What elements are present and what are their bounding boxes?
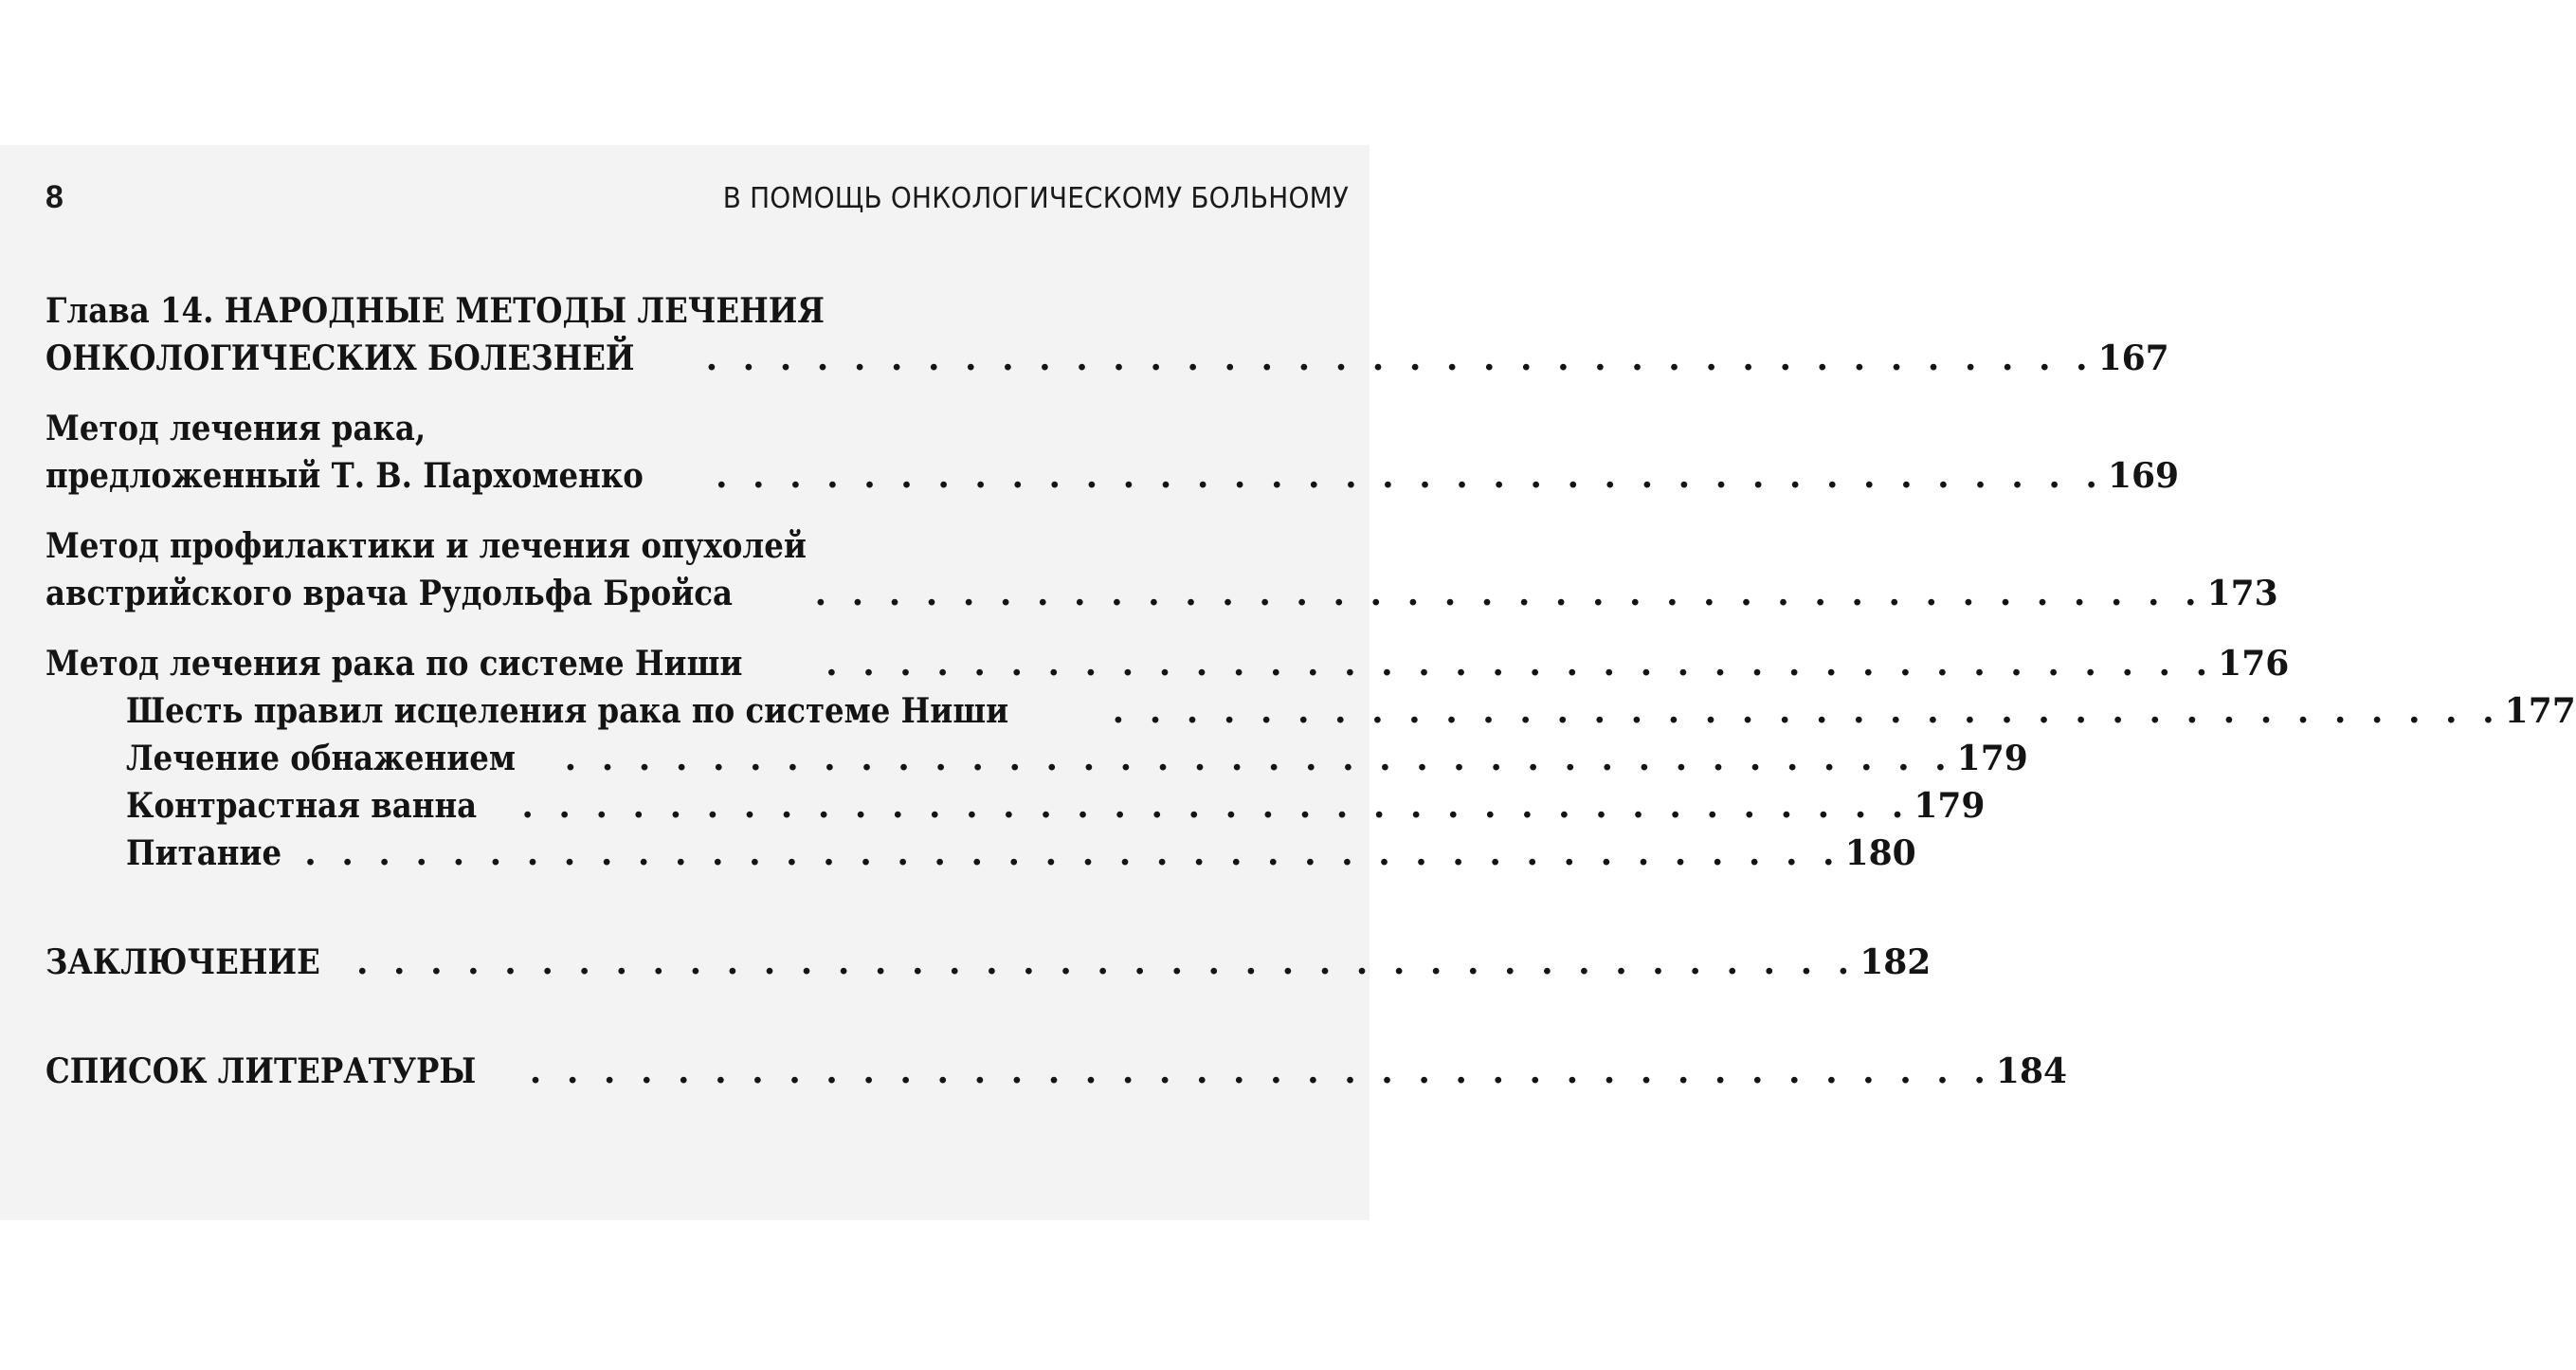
- dot-leader: . . . . . . . . . . . . . . . . . . . . . . . . . . . . . . . . . . . . . . . . .: [355, 942, 1857, 982]
- toc-entry-title: ЗАКЛЮЧЕНИЕ: [45, 942, 320, 982]
- toc-page-number: 176: [2218, 644, 2290, 684]
- toc-page-number: 169: [2107, 456, 2180, 496]
- toc-entry-title: предложенный Т. В. Пархоменко: [45, 456, 644, 496]
- dot-leader: . . . . . . . . . . . . . . . . . . . . . . . . . . . . . . . . . . . . . . . . . .: [304, 833, 1841, 873]
- toc-page-number: 173: [2206, 574, 2278, 613]
- dot-leader: . . . . . . . . . . . . . . . . . . . . . . . . . . . . . . . . . . . . . .: [705, 338, 2095, 378]
- toc-entry-breuss: [45, 570, 2278, 617]
- toc-page-number: 167: [2097, 338, 2169, 378]
- toc-entry-conclusion: [45, 939, 1932, 986]
- toc-subentry: [45, 830, 1916, 877]
- dot-leader: . . . . . . . . . . . . . . . . . . . . . . . . . . . . . . . . . . . . . .: [1112, 691, 2501, 731]
- book-title: В ПОМОЩЬ ОНКОЛОГИЧЕСКОМУ БОЛЬНОМУ: [722, 182, 1349, 215]
- toc-subentry: [45, 687, 2576, 735]
- toc-entry-title: ОНКОЛОГИЧЕСКИХ БОЛЕЗНЕЙ: [45, 338, 635, 378]
- toc-entry-title: Шесть правил исцеления рака по системе Ниши: [126, 691, 1009, 731]
- toc-entry-nishi: [45, 640, 2290, 687]
- toc-entry-parkhomenko: [45, 452, 2180, 500]
- toc-entry-title: Лечение обнажением: [126, 739, 517, 778]
- toc-entry-parkhomenko-line1: [45, 405, 1349, 452]
- dot-leader: . . . . . . . . . . . . . . . . . . . . . . . . . . . . . . . . . . . . . .: [814, 574, 2204, 613]
- toc-entry-title: австрийского врача Рудольфа Бройса: [45, 574, 734, 613]
- toc-entry-title: Метод лечения рака по системе Ниши: [45, 644, 743, 684]
- dot-leader: . . . . . . . . . . . . . . . . . . . . . . . . . . . . . . . . . . . . . .: [715, 456, 2104, 496]
- toc-page-number: 180: [1844, 833, 1916, 873]
- toc-page-number: 184: [1995, 1051, 2068, 1091]
- toc-entry-title: Питание: [126, 833, 282, 873]
- dot-leader: . . . . . . . . . . . . . . . . . . . . . . . . . . . . . . . . . . . . . .: [564, 739, 1953, 778]
- toc-entry-chapter14-line1: [45, 287, 1349, 335]
- toc-entry-title: СПИСОК ЛИТЕРАТУРЫ: [45, 1051, 477, 1091]
- toc-entry-references: [45, 1048, 2068, 1095]
- book-page: [0, 145, 2576, 1220]
- toc-subentry: [45, 735, 2028, 782]
- dot-leader: . . . . . . . . . . . . . . . . . . . . . . . . . . . . . . . . . . . . . .: [825, 644, 2215, 684]
- toc-page-number: 182: [1859, 942, 1932, 982]
- table-of-contents: [45, 287, 2576, 1095]
- toc-entry-breuss-line1: [45, 522, 1349, 570]
- dot-leader: . . . . . . . . . . . . . . . . . . . . . . . . . . . . . . . . . . . . . .: [521, 786, 1911, 826]
- running-head: [45, 179, 1349, 227]
- toc-page-number: 177: [2504, 691, 2576, 731]
- toc-entry-title: Глава 14. НАРОДНЫЕ МЕТОДЫ ЛЕЧЕНИЯ: [45, 291, 825, 331]
- toc-entry-title: Контрастная ванна: [126, 786, 478, 826]
- dot-leader: . . . . . . . . . . . . . . . . . . . . . . . . . . . . . . . . . . . . . . . .: [529, 1051, 1992, 1091]
- toc-entry-title: Метод профилактики и лечения опухолей: [45, 526, 807, 566]
- toc-subentry: [45, 782, 1986, 830]
- page-number: 8: [45, 179, 63, 215]
- toc-page-number: 179: [1914, 786, 1986, 826]
- toc-entry-title: Метод лечения рака,: [45, 409, 426, 448]
- toc-entry-chapter14: [45, 335, 2169, 382]
- toc-page-number: 179: [1956, 739, 2028, 778]
